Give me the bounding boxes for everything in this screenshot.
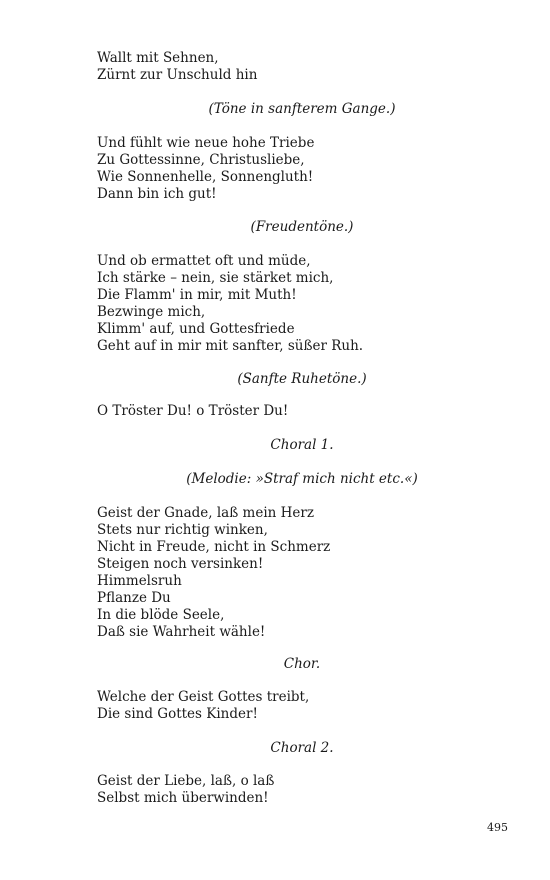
stage-direction-1: (Töne in sanfterem Gange.)	[208, 101, 396, 117]
verse-block-3	[97, 253, 517, 355]
verse-line: Bezwinge mich,	[97, 304, 206, 320]
page-number: 495	[487, 821, 508, 834]
verse-line: Ich stärke – nein, sie stärket mich,	[97, 270, 334, 286]
verse-block-1	[97, 50, 517, 84]
verse-line: Geist der Gnade, laß mein Herz	[97, 505, 314, 521]
verse-line: Geist der Liebe, laß, o laß	[97, 773, 275, 789]
verse-line: Zürnt zur Unschuld hin	[97, 67, 258, 83]
verse-block-7	[97, 773, 517, 807]
section-heading-choral-1: Choral 1.	[270, 437, 334, 453]
verse-block-6	[97, 689, 517, 723]
melody-direction: (Melodie: »Straf mich nicht etc.«)	[186, 471, 418, 487]
verse-line: Dann bin ich gut!	[97, 186, 217, 202]
verse-line: Und ob ermattet oft und müde,	[97, 253, 311, 269]
verse-block-4	[97, 403, 517, 420]
verse-line: Himmelsruh	[97, 573, 182, 589]
stage-direction-3: (Sanfte Ruhetöne.)	[237, 371, 367, 387]
section-heading-choral-2: Choral 2.	[270, 740, 334, 756]
stage-direction-2: (Freudentöne.)	[250, 219, 354, 235]
verse-line: Klimm' auf, und Gottesfriede	[97, 321, 295, 337]
verse-line: Zu Gottessinne, Christusliebe,	[97, 152, 305, 168]
verse-block-2	[97, 135, 517, 203]
verse-line: Stets nur richtig winken,	[97, 522, 268, 538]
verse-line: Die Flamm' in mir, mit Muth!	[97, 287, 297, 303]
verse-line: O Tröster Du! o Tröster Du!	[97, 403, 289, 419]
verse-block-5	[97, 505, 517, 641]
verse-line: Die sind Gottes Kinder!	[97, 706, 258, 722]
verse-line: Und fühlt wie neue hohe Triebe	[97, 135, 315, 151]
verse-line: Daß sie Wahrheit wähle!	[97, 624, 266, 640]
verse-line: Steigen noch versinken!	[97, 556, 264, 572]
verse-line: Geht auf in mir mit sanfter, süßer Ruh.	[97, 338, 364, 354]
section-heading-chor: Chor.	[283, 656, 321, 672]
verse-line: Wie Sonnenhelle, Sonnengluth!	[97, 169, 314, 185]
verse-line: Nicht in Freude, nicht in Schmerz	[97, 539, 331, 555]
verse-line: In die blöde Seele,	[97, 607, 225, 623]
verse-line: Selbst mich überwinden!	[97, 790, 269, 806]
verse-line: Welche der Geist Gottes treibt,	[97, 689, 310, 705]
verse-line: Wallt mit Sehnen,	[97, 50, 219, 66]
verse-line: Pflanze Du	[97, 590, 171, 606]
